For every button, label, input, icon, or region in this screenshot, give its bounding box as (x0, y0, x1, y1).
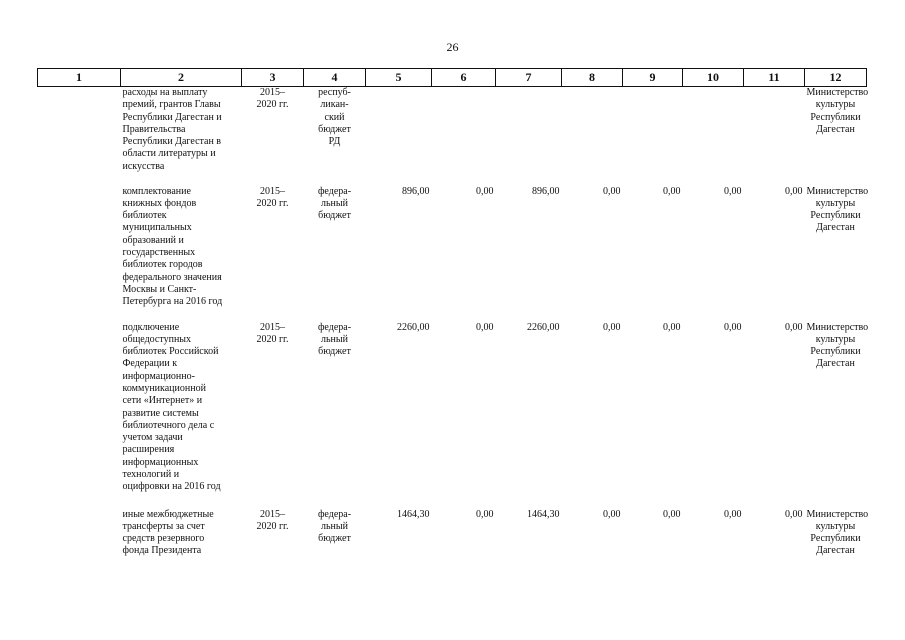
value-cell-6: 0,00 (476, 185, 494, 197)
executor-cell (805, 87, 867, 186)
value-cell-11 (744, 87, 805, 186)
value-cell-5 (366, 87, 432, 186)
description-cell (121, 322, 242, 509)
description-line: общедоступных (122, 333, 192, 345)
description-line: трансферты за счет (122, 520, 205, 532)
period-line: 2020 гг. (256, 99, 289, 111)
value-cell-10: 0,00 (724, 508, 742, 520)
period-line: 2020 гг. (256, 197, 289, 209)
description-line: библиотек городов (122, 259, 203, 271)
budget-line: бюджет (318, 346, 351, 358)
value-cell-9: 0,00 (663, 508, 681, 520)
budget-line: бюджет (318, 210, 351, 222)
budget-source-cell (304, 322, 366, 509)
value-cell-7: 1464,30 (527, 508, 560, 520)
description-line: книжных фондов (122, 197, 197, 209)
table-row (38, 186, 867, 322)
executor-cell (805, 186, 867, 322)
description-line: расходы на выплату (122, 87, 208, 98)
period-cell (242, 509, 304, 569)
period-line: 2015– (260, 185, 285, 197)
header-row (38, 69, 867, 87)
value-cell-10 (683, 87, 744, 186)
table-row (38, 322, 867, 509)
executor-line: культуры (815, 99, 856, 111)
description-line: Республики Дагестан в (122, 136, 222, 148)
column-header: 4 (304, 69, 366, 87)
description-line: информационно- (122, 370, 195, 382)
description-line: образований и (122, 234, 184, 246)
executor-cell (805, 509, 867, 569)
period-cell (242, 322, 304, 509)
program-table (37, 68, 867, 569)
budget-line: бюджет (318, 533, 351, 545)
value-cell-11: 0,00 (785, 321, 803, 333)
period-line: 2015– (260, 87, 285, 98)
table-row (38, 509, 867, 569)
table-row (38, 87, 867, 186)
value-cell-6: 0,00 (476, 508, 494, 520)
value-cell-11: 0,00 (785, 508, 803, 520)
description-line: подключение (122, 321, 180, 333)
value-cell-7: 896,00 (532, 185, 560, 197)
budget-line: ский (324, 111, 345, 123)
column-header: 3 (242, 69, 304, 87)
description-line: Федерации к (122, 358, 178, 370)
value-cell-8 (562, 87, 623, 186)
executor-line: Республики (810, 111, 861, 123)
column-header: 7 (496, 69, 562, 87)
value-cell-10: 0,00 (724, 321, 742, 333)
budget-line: бюджет (318, 123, 351, 135)
description-line: библиотек (122, 210, 167, 222)
executor-line: Министерство (806, 508, 869, 520)
executor-line: Республики (810, 210, 861, 222)
budget-source-cell (304, 87, 366, 186)
column-header: 10 (683, 69, 744, 87)
value-cell-11: 0,00 (785, 185, 803, 197)
executor-line: культуры (815, 333, 856, 345)
executor-line: Дагестан (816, 222, 855, 234)
value-cell-8: 0,00 (603, 321, 621, 333)
executor-line: Министерство (806, 321, 869, 333)
column-header: 9 (623, 69, 683, 87)
description-cell (121, 509, 242, 569)
budget-source-cell (304, 186, 366, 322)
value-cell-5: 2260,00 (397, 321, 430, 333)
value-cell-8: 0,00 (603, 185, 621, 197)
column-header: 11 (744, 69, 805, 87)
budget-line: респуб- (318, 87, 351, 98)
page-number: 26 (446, 40, 459, 54)
row-index-cell (38, 509, 121, 569)
value-cell-5: 1464,30 (397, 508, 430, 520)
value-cell-8: 0,00 (603, 508, 621, 520)
row-index-cell (38, 87, 121, 186)
budget-line: льный (321, 520, 348, 532)
description-line: информационных (122, 456, 199, 468)
budget-line: федера- (317, 321, 352, 333)
description-line: государственных (122, 246, 196, 258)
column-header: 2 (121, 69, 242, 87)
description-line: области литературы и (122, 148, 216, 160)
column-header: 12 (805, 69, 867, 87)
budget-line: льный (321, 197, 348, 209)
budget-line: федера- (317, 185, 352, 197)
description-line: развитие системы (122, 407, 199, 419)
description-line: сети «Интернет» и (122, 395, 203, 407)
period-line: 2015– (260, 321, 285, 333)
budget-line: льный (321, 333, 348, 345)
column-header: 1 (38, 69, 121, 87)
row-index-cell (38, 186, 121, 322)
value-cell-7 (496, 87, 562, 186)
description-line: Правительства (122, 123, 186, 135)
budget-line: РД (328, 136, 341, 148)
value-cell-6 (432, 87, 496, 186)
executor-cell (805, 322, 867, 509)
value-cell-9 (623, 87, 683, 186)
value-cell-10: 0,00 (724, 185, 742, 197)
value-cell-9: 0,00 (663, 321, 681, 333)
period-line: 2015– (260, 508, 285, 520)
row-index-cell (38, 322, 121, 509)
description-line: федерального значения (122, 271, 222, 283)
executor-line: Министерство (806, 87, 869, 98)
period-cell (242, 186, 304, 322)
description-line: искусства (122, 160, 165, 172)
description-line: оцифровки на 2016 год (122, 481, 221, 493)
column-header: 8 (562, 69, 623, 87)
executor-line: культуры (815, 197, 856, 209)
executor-line: Дагестан (816, 358, 855, 370)
period-line: 2020 гг. (256, 520, 289, 532)
description-line: премий, грантов Главы (122, 99, 221, 111)
description-line: коммуникационной (122, 382, 206, 394)
description-line: Республики Дагестан и (122, 111, 222, 123)
description-line: комплектование (122, 185, 191, 197)
description-cell (121, 186, 242, 322)
value-cell-5: 896,00 (402, 185, 430, 197)
value-cell-9: 0,00 (663, 185, 681, 197)
period-cell (242, 87, 304, 186)
description-line: иные межбюджетные (122, 508, 214, 520)
description-line: технологий и (122, 469, 180, 481)
description-cell (121, 87, 242, 186)
column-header: 5 (366, 69, 432, 87)
description-line: Петербурга на 2016 год (122, 296, 223, 308)
executor-line: Дагестан (816, 545, 855, 557)
executor-line: культуры (815, 520, 856, 532)
executor-line: Дагестан (816, 123, 855, 135)
description-line: муниципальных (122, 222, 192, 234)
description-line: фонда Президента (122, 545, 202, 557)
description-line: библиотек Российской (122, 346, 219, 358)
period-line: 2020 гг. (256, 333, 289, 345)
description-line: учетом задачи (122, 432, 183, 444)
budget-source-cell (304, 509, 366, 569)
executor-line: Министерство (806, 185, 869, 197)
value-cell-7: 2260,00 (527, 321, 560, 333)
description-line: библиотечного дела с (122, 419, 215, 431)
description-line: расширения (122, 444, 175, 456)
column-header: 6 (432, 69, 496, 87)
description-line: средств резервного (122, 533, 205, 545)
executor-line: Республики (810, 533, 861, 545)
budget-line: ликан- (320, 99, 349, 111)
budget-line: федера- (317, 508, 352, 520)
executor-line: Республики (810, 346, 861, 358)
description-line: Москвы и Санкт- (122, 283, 197, 295)
value-cell-6: 0,00 (476, 321, 494, 333)
